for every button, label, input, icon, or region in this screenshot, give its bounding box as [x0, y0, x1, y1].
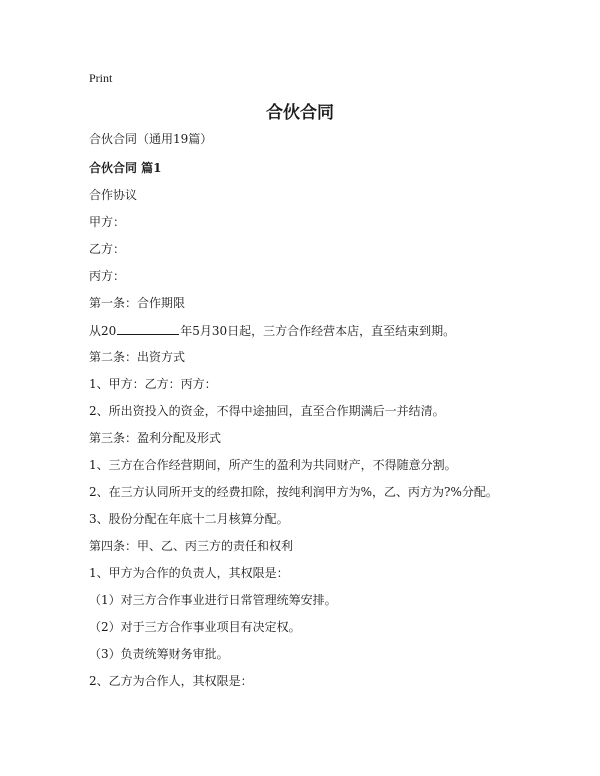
article-1-heading: 第一条：合作期限 [89, 296, 186, 310]
paragraph-agreement: 合作协议 [89, 188, 138, 202]
document-title: 合伙合同 [266, 103, 334, 123]
paragraph-rights-1-2: （2）对于三方合作事业项目有决定权。 [89, 620, 301, 634]
paragraph-profit-1: 1、三方在合作经营期间，所产生的盈利为共同财产，不得随意分割。 [89, 458, 457, 472]
paragraph-profit-2: 2、在三方认同所开支的经费扣除，按纯利润甲方为%，乙、丙方为?%分配。 [89, 485, 498, 499]
paragraph-contribution-2: 2、所出资投入的资金，不得中途抽回，直至合作期满后一并结清。 [89, 404, 445, 418]
term-year-blank [117, 322, 179, 335]
paragraph-profit-3: 3、股份分配在年底十二月核算分配。 [89, 512, 289, 526]
document-subtitle: 合伙合同（通用19篇） [89, 132, 213, 146]
paragraph-rights-1-1: （1）对三方合作事业进行日常管理统筹安排。 [89, 593, 337, 607]
paragraph-contribution-1: 1、甲方：乙方：丙方： [89, 377, 217, 391]
article-3-heading: 第三条：盈利分配及形式 [89, 431, 222, 445]
print-label: Print [89, 71, 113, 85]
article-4-heading: 第四条：甲、乙、丙三方的责任和权利 [89, 539, 294, 553]
paragraph-term [89, 322, 455, 339]
term-prefix: 从20 [89, 324, 117, 338]
article-2-heading: 第二条：出资方式 [89, 350, 186, 364]
term-suffix: 年5月30日起，三方合作经营本店，直至结束到期。 [180, 324, 456, 338]
paragraph-rights-2: 2、乙方为合作人，其权限是： [89, 674, 253, 688]
paragraph-party-c: 丙方： [89, 269, 126, 283]
paragraph-party-a: 甲方： [89, 215, 126, 229]
section-heading: 合伙合同 篇1 [89, 161, 162, 175]
paragraph-rights-1-3: （3）负责统筹财务审批。 [89, 647, 229, 661]
paragraph-rights-1: 1、甲方为合作的负责人，其权限是： [89, 566, 289, 580]
paragraph-party-b: 乙方： [89, 242, 126, 256]
